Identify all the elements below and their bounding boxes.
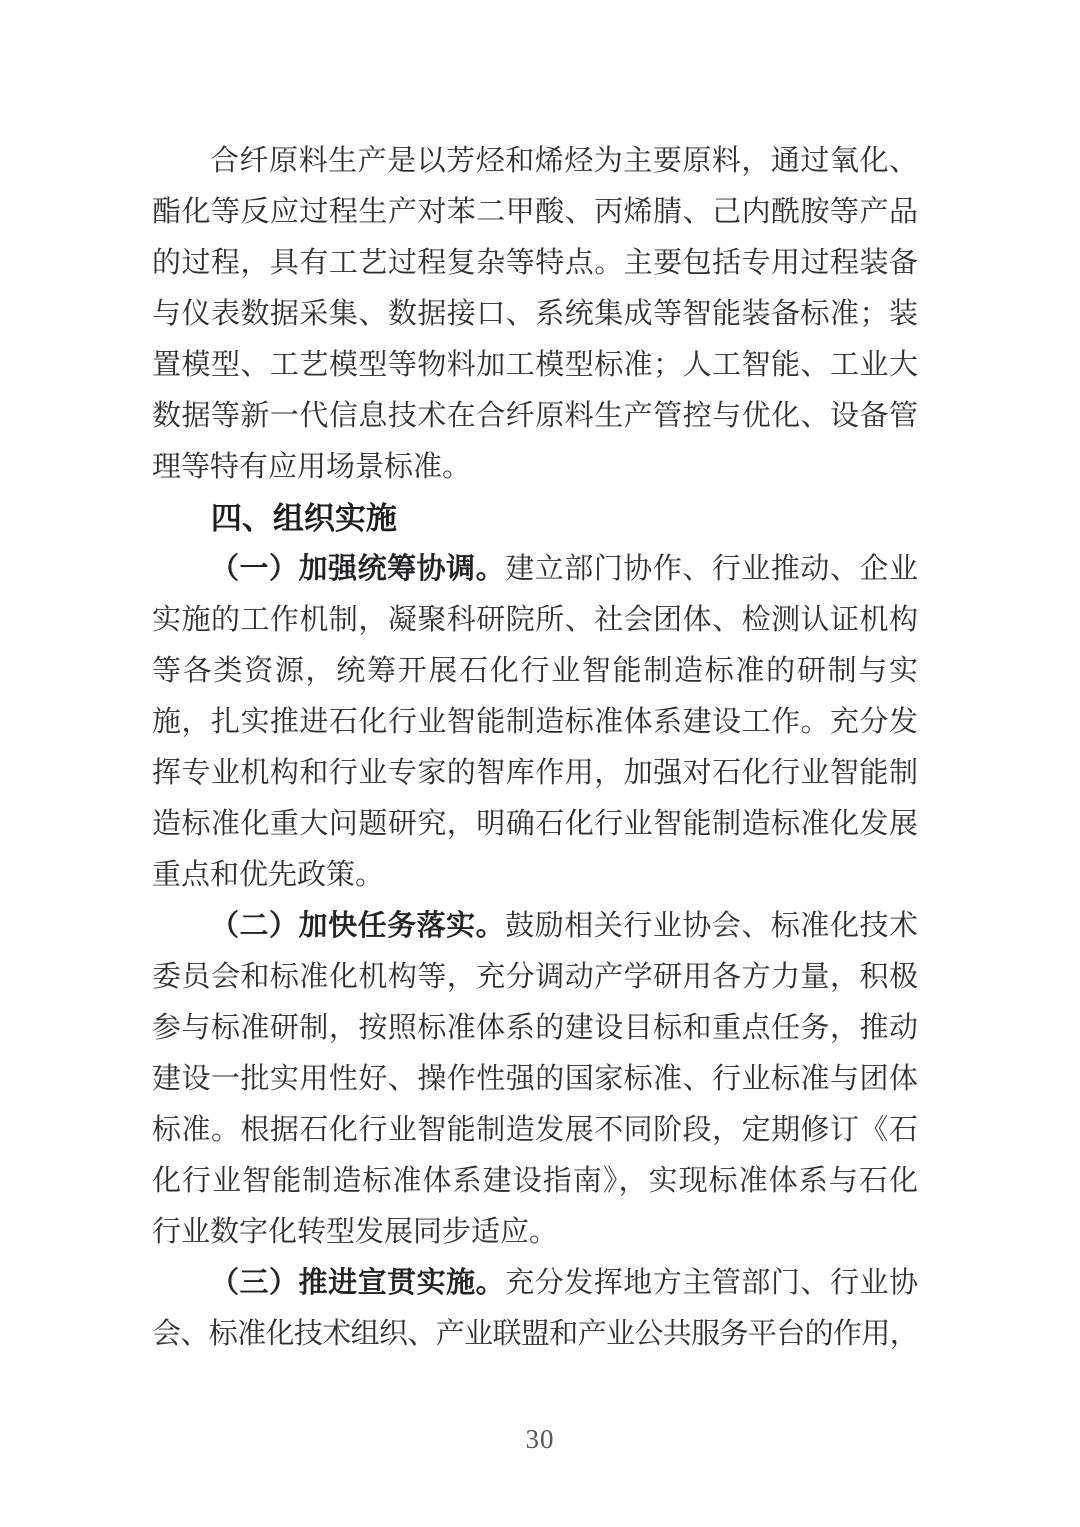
text-line: 实施的工作机制，凝聚科研院所、社会团体、检测认证机构 [152, 604, 918, 636]
page-number: 30 [525, 1424, 555, 1454]
text-line: 化行业智能制造标准体系建设指南》，实现标准体系与石化 [152, 1165, 918, 1197]
text-line: 造标准化重大问题研究，明确石化行业智能制造标准化发展 [152, 808, 918, 840]
text-line: 数据等新一代信息技术在合纤原料生产管控与优化、设备管 [152, 400, 918, 432]
document-content [152, 136, 918, 1360]
section-heading: 四、组织实施 [210, 501, 397, 536]
text-line: 重点和优先政策。 [152, 859, 385, 891]
text-line: 挥专业机构和行业专家的智库作用，加强对石化行业智能制 [152, 757, 918, 789]
text-line: 行业数字化转型发展同步适应。 [152, 1216, 559, 1248]
subsection-title: （二）加快任务落实。 [210, 910, 506, 942]
text-line: 理等特有应用场景标准。 [152, 451, 472, 483]
text-line: 置模型、工艺模型等物料加工模型标准；人工智能、工业大 [152, 349, 918, 381]
subsection-title: （三）推进宣贯实施。 [210, 1267, 506, 1299]
text-line [152, 544, 918, 595]
text-run: 鼓励相关行业协会、标准化技术 [505, 910, 918, 942]
text-line: 施，扎实推进石化行业智能制造标准体系建设工作。充分发 [152, 706, 918, 738]
text-line: 参与标准研制，按照标准体系的建设目标和重点任务，推动 [152, 1012, 918, 1044]
text-line: 委员会和标准化机构等，充分调动产学研用各方力量，积极 [152, 961, 918, 993]
text-line: 合纤原料生产是以芳烃和烯烃为主要原料，通过氧化、 [210, 145, 918, 177]
text-line: 酯化等反应过程生产对苯二甲酸、丙烯腈、己内酰胺等产品 [152, 196, 918, 228]
text-line: 标准。根据石化行业智能制造发展不同阶段，定期修订《石 [152, 1114, 918, 1146]
text-line: 建设一批实用性好、操作性强的国家标准、行业标准与团体 [152, 1063, 918, 1095]
text-line [152, 1258, 918, 1309]
text-line: 会、标准化技术组织、产业联盟和产业公共服务平台的作用， [152, 1318, 918, 1350]
text-run: 建立部门协作、行业推动、企业 [505, 553, 918, 585]
subsection-title: （一）加强统筹协调。 [210, 553, 506, 585]
text-line: 与仪表数据采集、数据接口、系统集成等智能装备标准；装 [152, 298, 918, 330]
text-line: 等各类资源，统筹开展石化行业智能制造标准的研制与实 [152, 655, 918, 687]
text-line: 的过程，具有工艺过程复杂等特点。主要包括专用过程装备 [152, 247, 918, 279]
text-run: 充分发挥地方主管部门、行业协 [505, 1267, 918, 1299]
text-line [152, 901, 918, 952]
